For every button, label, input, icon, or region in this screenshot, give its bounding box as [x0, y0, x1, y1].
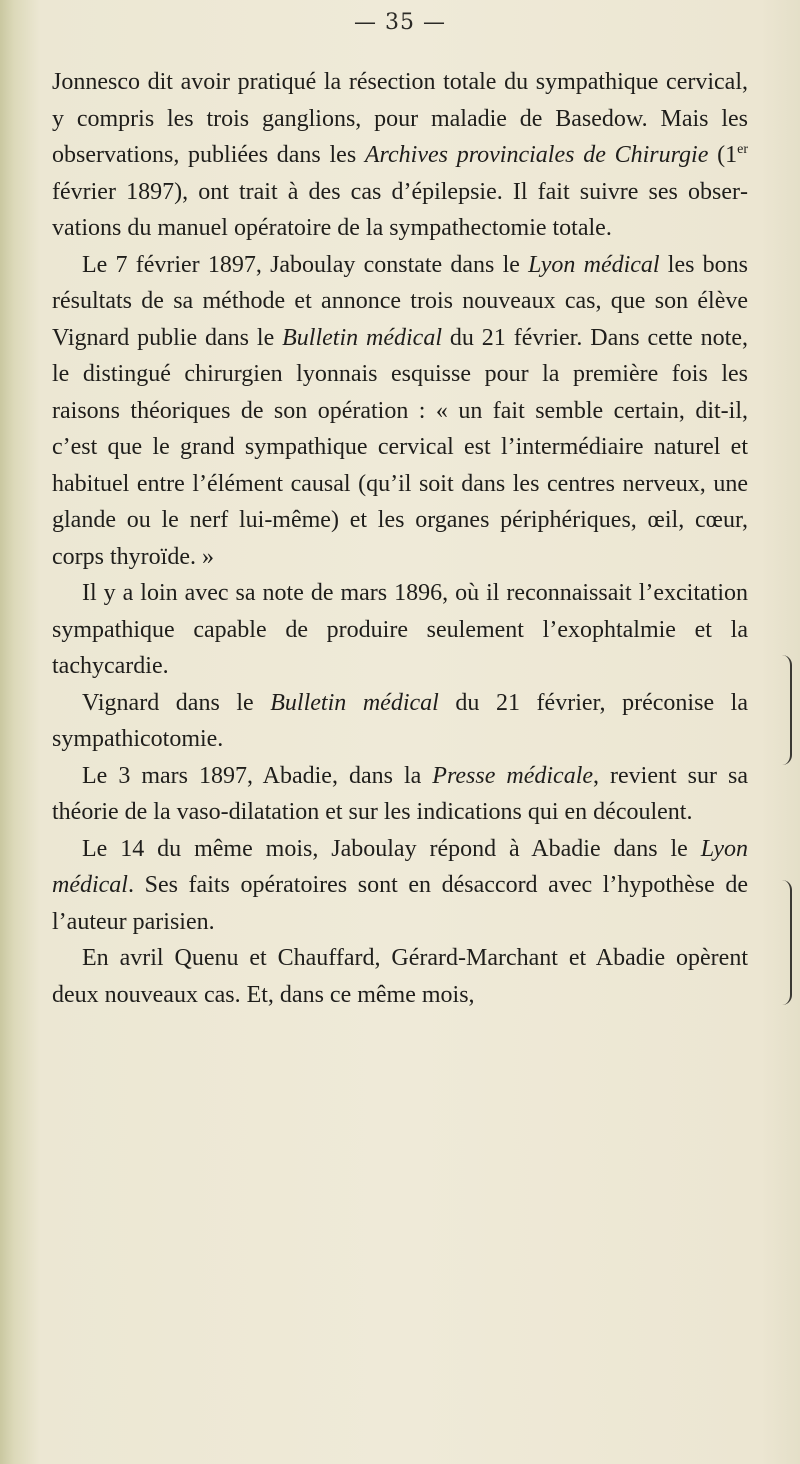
- text-run: du 21 février, préconise la sympathicotomie.: [52, 689, 748, 752]
- page-number: — 35 —: [354, 10, 446, 35]
- text-run: En avril Quenu et Chauffard, Gérard-Marchant et Abadie opèrent deux nouveaux cas. Et, dans ce même mois,: [52, 945, 748, 1008]
- italic-title: Bulletin médical: [270, 689, 439, 716]
- text-run: Le 3 mars 1897, Abadie, dans la: [82, 762, 433, 789]
- italic-title: Bulletin médical: [282, 324, 442, 351]
- paragraph: [52, 64, 748, 247]
- text-run: , revient sur sa théorie de la vaso-dilatation et sur les indications qui en découlent.: [52, 762, 749, 825]
- italic-title: Lyon médical: [528, 251, 660, 278]
- margin-bracket-mark: [778, 880, 792, 1005]
- italic-title: Presse médicale: [432, 762, 594, 789]
- paragraph: [52, 940, 748, 1013]
- text-run: février 1897), ont trait à des cas d’épilepsie. Il fait suivre ses observations du manuel opératoire de la sympathectomie totale.: [52, 178, 748, 241]
- paragraph: [52, 831, 748, 941]
- paragraph: [52, 758, 748, 831]
- italic-title: Lyon médical: [52, 835, 748, 898]
- paragraph: [52, 247, 748, 576]
- italic-title: Archives provinciales de Chirurgie: [364, 142, 709, 168]
- text-run: Le 14 du même mois, Jaboulay répond à Abadie dans le: [82, 835, 701, 862]
- text-run: du 21 février. Dans cette note, le distingué chirurgien lyonnais esquisse pour la première fois les raisons théoriques de son opération : « un fait semble certain, dit-il, c’est que le grand sympathique cervical est l’intermédiaire naturel et habituel entre l’élément causal (qu’il soit dans les centres nerveux, une glande ou le nerf lui-même) et les organes périphériques, œil, cœur, corps thyroïde. »: [52, 324, 748, 570]
- text-run: Vignard dans le: [82, 689, 271, 716]
- text-run: . Ses faits opératoires sont en désaccord avec l’hypothèse de l’auteur parisien.: [52, 872, 748, 935]
- text-run: (1: [708, 142, 738, 168]
- text-run: Jonnesco dit avoir pratiqué la résection totale du sympathique cervical, y compris les trois ganglions, pour maladie de Basedow. Mais les observations, publiées dans les: [52, 69, 748, 168]
- margin-bracket-mark: [780, 655, 792, 765]
- paragraph: [52, 685, 748, 758]
- text-run: Il y a loin avec sa note de mars 1896, où il reconnaissait l’excitation sympathique capable de produire seulement l’exophtalmie et la tachycardie.: [52, 580, 748, 679]
- paragraph: [52, 575, 748, 685]
- superscript: er: [737, 142, 748, 157]
- text-run: les bons résultats de sa méthode et annonce trois nouveaux cas, que son élève Vignard publie dans le: [52, 251, 748, 351]
- body-text: [52, 64, 748, 1013]
- text-run: Le 7 février 1897, Jaboulay constate dans le: [82, 251, 529, 278]
